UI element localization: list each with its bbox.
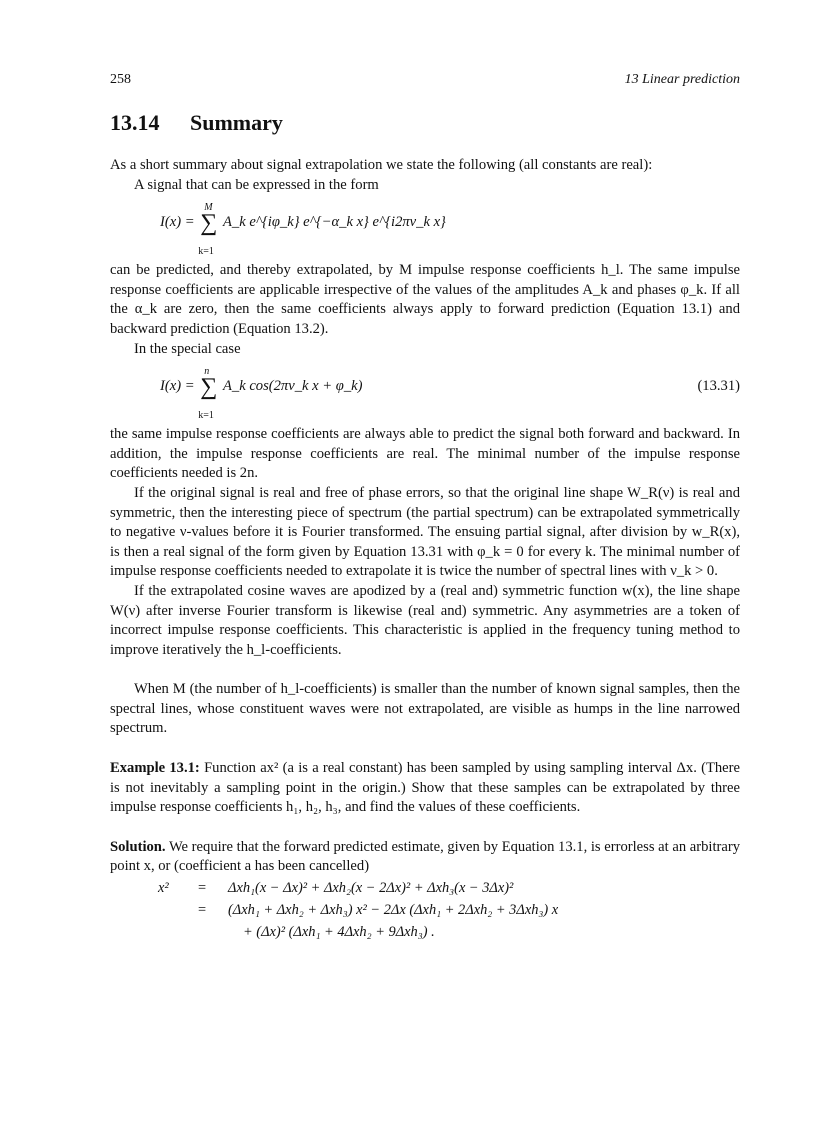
running-title: 13 Linear prediction — [624, 72, 740, 87]
section-heading — [110, 110, 283, 136]
equation-label: (13.31) — [697, 378, 740, 395]
equation-1 — [110, 195, 740, 261]
solution — [110, 838, 740, 877]
sum-lower: k=1 — [198, 246, 214, 258]
paragraph: If the extrapolated cosine waves are apodized by a (real and) symmetric function w(x), the line shape W(ν) after inverse Fourier transform is likewise (real and) symmetric. Any asymmetries are a token of incorrect impulse response coefficients. This characteristic is applied in the frequency tuning method to improve iteratively the h_l-coefficients. — [110, 582, 740, 658]
eq-rhs: A_k cos(2πν_k x + φ_k) — [222, 378, 363, 395]
deriv-lhs: x² — [158, 880, 169, 897]
sum-lower: k=1 — [198, 410, 214, 422]
derivation — [158, 877, 740, 943]
page-number: 258 — [110, 72, 131, 87]
paragraph: When M (the number of h_l-coefficients) is smaller than the number of known signal samples, then the spectral lines, whose constituent waves were not extrapolated, are visible as humps in the line narrowed spectrum. — [110, 681, 740, 737]
paragraph: If the original signal is real and free of phase errors, so that the original line shape W_R(ν) is real and symmetric, then the interesting piece of spectrum (the partial spectrum) can be extrapolated symmetrically to negative ν-values before it is Fourier transformed. The ensuing partial signal, after division by w_R(x), is then a real signal of the form given by Equation 13.31 with φ_k = 0 for every k. The minimal number of impulse response coefficients needed to extrapolate it is twice the number of spectral lines with ν_k > 0. — [110, 484, 740, 580]
equation-13-31 — [110, 359, 740, 425]
sum-upper: n — [204, 366, 210, 378]
paragraph: can be predicted, and thereby extrapolated, by M impulse response coefficients h_l. The same impulse response coefficients are applicable irrespective of the values of the amplitudes A_k and phases φ_k. If all the α_k are zero, then the same coefficients always apply to forward prediction (Equation 13.1) and backward prediction (Equation 13.2). — [110, 262, 740, 337]
example-13-1 — [110, 759, 740, 818]
example-text: Function ax² (a is a real constant) has been sampled by using sampling interval Δx. (There is not inevitably a sampling point in the origin.) Show that these samples can be extrapolated by three impulse response coefficients h₁, h₂, h₃, and find the values of these coefficients. — [110, 760, 740, 816]
equals-sign: = — [198, 880, 207, 897]
solution-label: Solution. — [110, 838, 166, 855]
eq-lhs: I(x) = — [160, 378, 195, 395]
eq-rhs: A_k e^{iφ_k} e^{−α_k x} e^{i2πν_k x} — [222, 214, 446, 231]
paragraph: the same impulse response coefficients are always able to predict the signal both forward and backward. In addition, the impulse response coefficients are real. The minimal number of the impulse response coefficients needed is 2n. — [110, 426, 740, 482]
section-title: Summary — [190, 110, 283, 135]
example-label: Example 13.1: — [110, 760, 200, 777]
deriv-line-1: Δxh₁(x − Δx)² + Δxh₂(x − 2Δx)² + Δxh₃(x − 3Δx)² — [228, 880, 514, 897]
paragraph: A signal that can be expressed in the form — [134, 176, 379, 193]
body-text — [110, 156, 740, 943]
summation-symbol: ∑ M k=1 — [200, 214, 217, 234]
eq-lhs: I(x) = — [160, 214, 195, 231]
paragraph: As a short summary about signal extrapolation we state the following (all constants are real): — [110, 157, 653, 173]
paragraph: In the special case — [134, 340, 241, 357]
equals-sign: = — [198, 902, 207, 919]
sum-upper: M — [204, 202, 213, 214]
summation-symbol: ∑ n k=1 — [200, 378, 217, 398]
deriv-line-2: (Δxh₁ + Δxh₂ + Δxh₃) x² − 2Δx (Δxh₁ + 2Δxh₂ + 3Δxh₃) x — [228, 902, 559, 919]
section-number: 13.14 — [110, 110, 160, 135]
deriv-line-3: + (Δx)² (Δxh₁ + 4Δxh₂ + 9Δxh₃) . — [243, 924, 435, 941]
solution-text: We require that the forward predicted estimate, given by Equation 13.1, is errorless at an arbitrary point x, or (coefficient a has been cancelled) — [110, 838, 740, 875]
